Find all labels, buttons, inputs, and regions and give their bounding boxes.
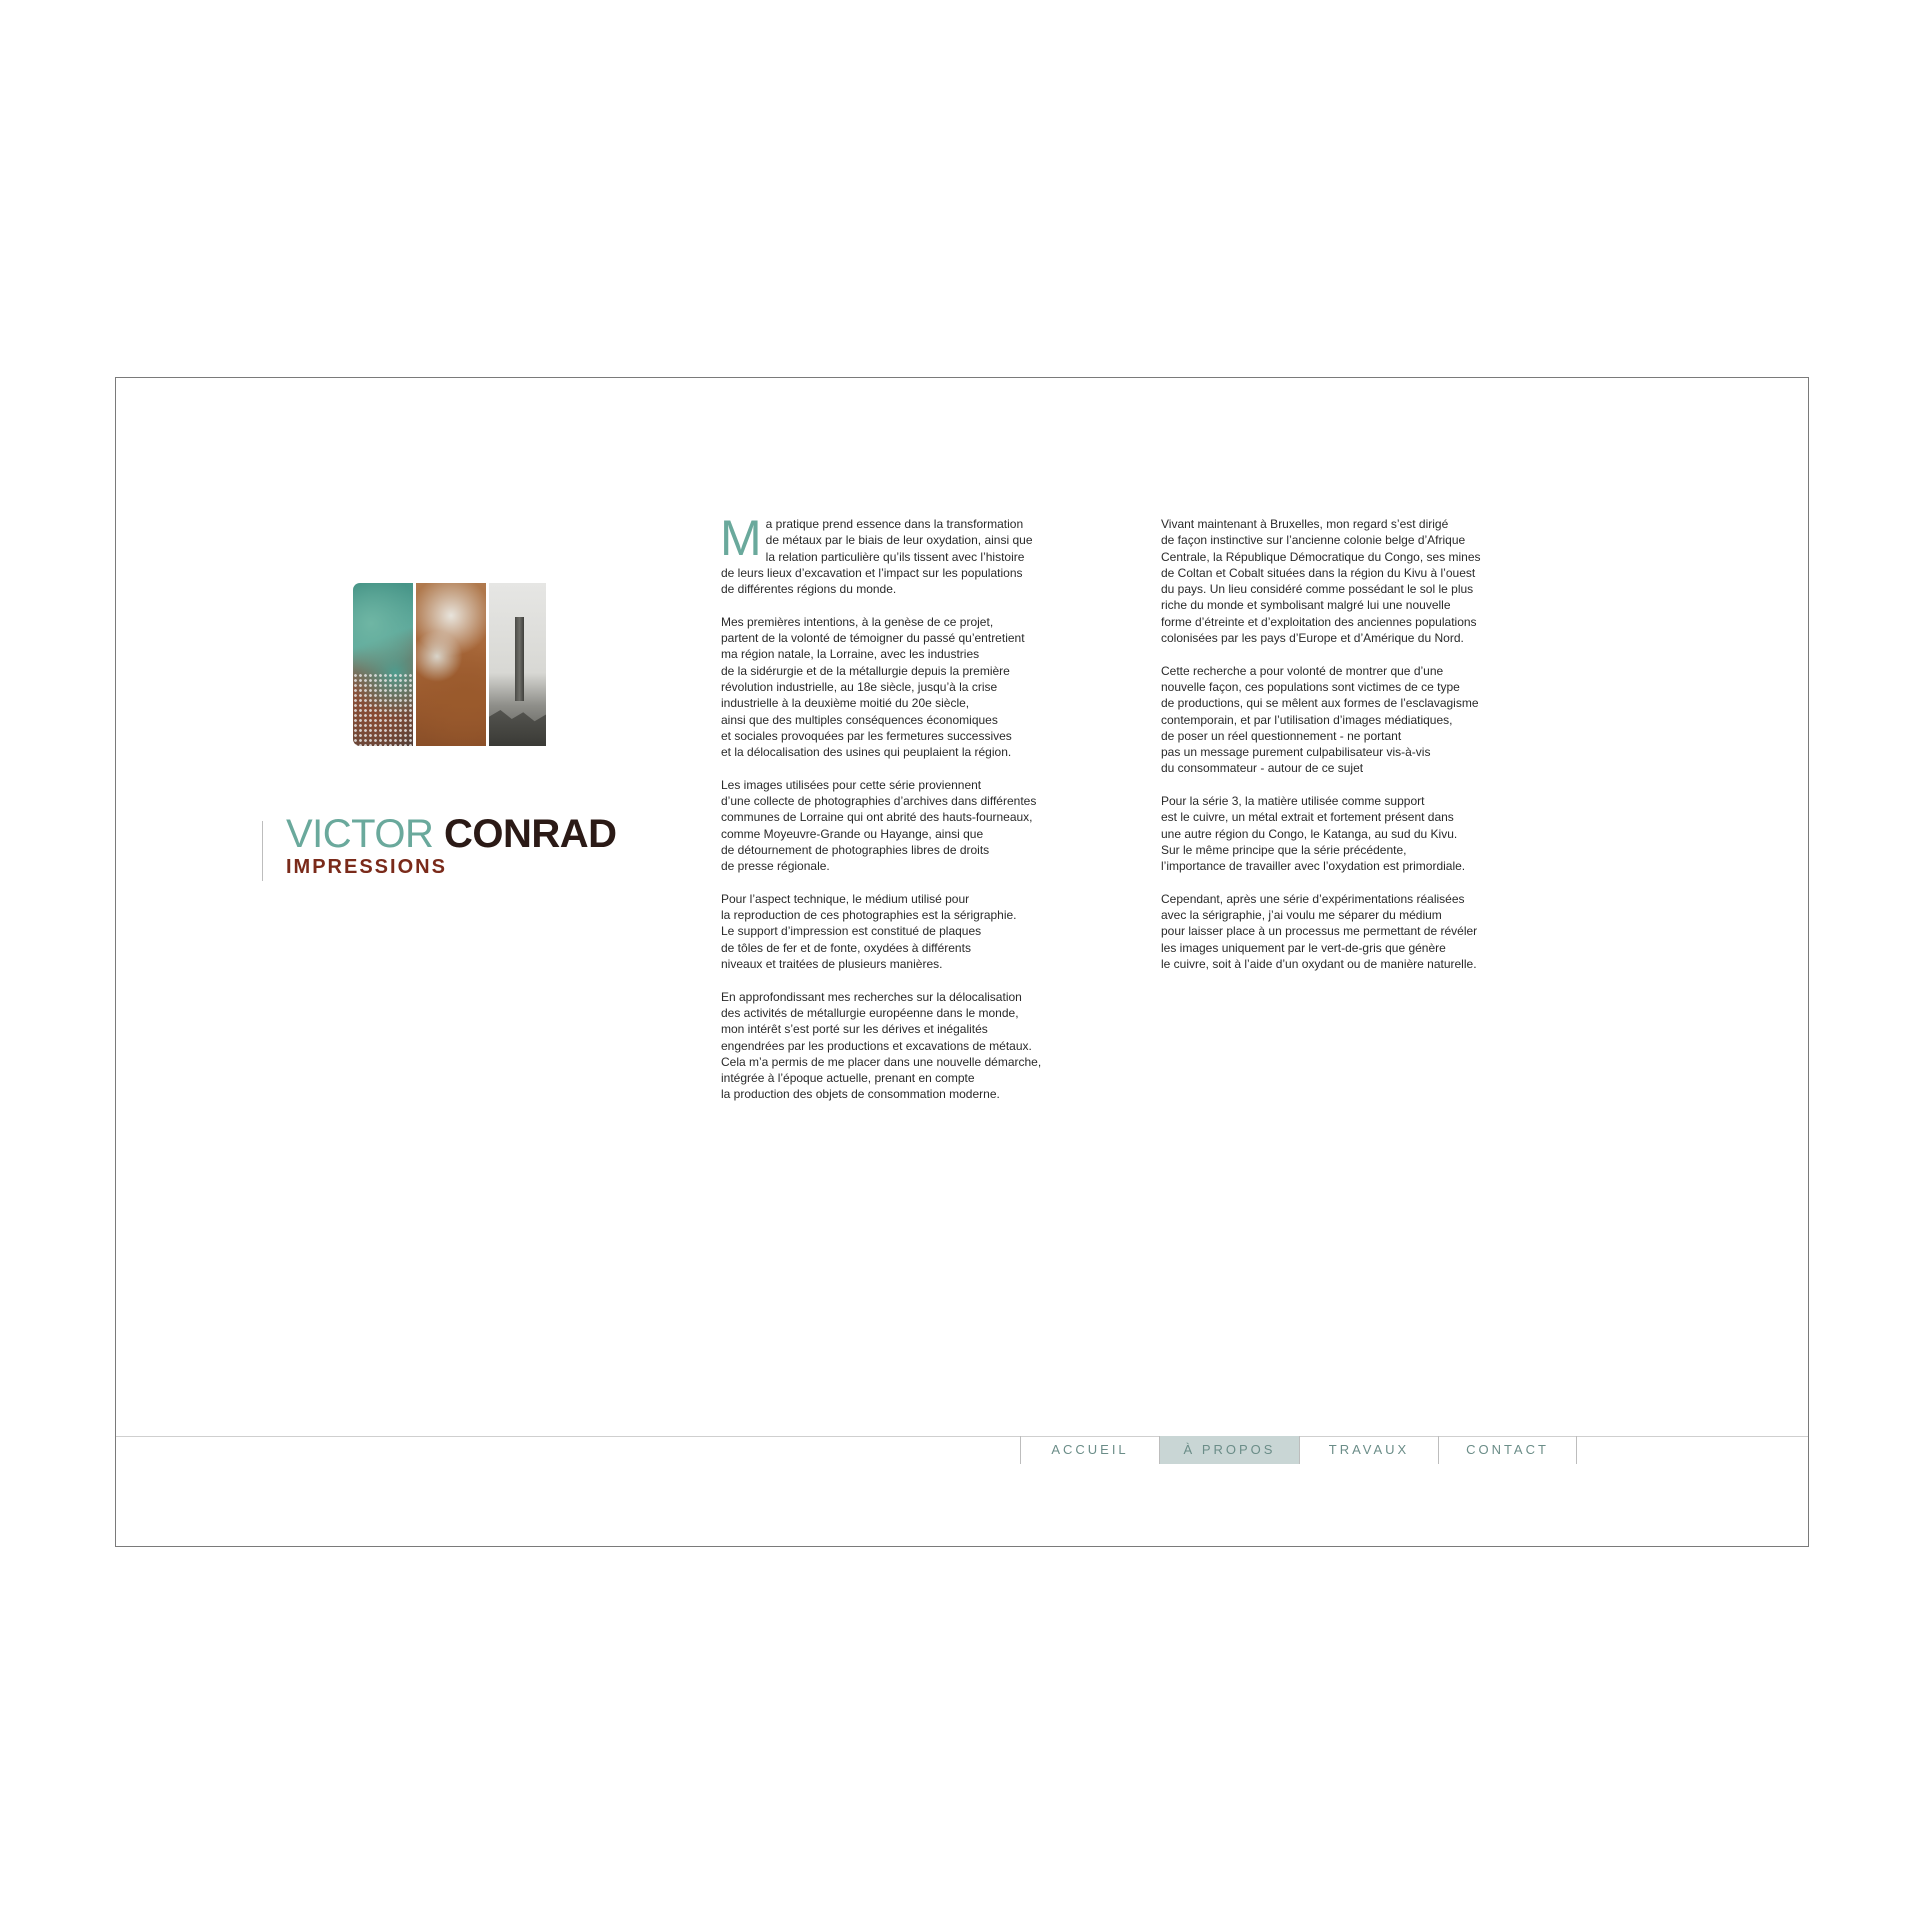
text-line: révolution industrielle, au 18e siècle, jusqu’à la crise bbox=[721, 679, 998, 694]
text-line: avec la sérigraphie, j’ai voulu me séparer du médium bbox=[1161, 908, 1442, 923]
text-line: du consommateur - autour de ce sujet bbox=[1161, 761, 1364, 776]
text-line: de productions, qui se mêlent aux formes de l’esclavagisme bbox=[1161, 696, 1479, 711]
text-line: est le cuivre, un métal extrait et fortement présent dans bbox=[1161, 810, 1454, 825]
text-line: partent de la volonté de témoigner du passé qu’entretient bbox=[721, 631, 1025, 646]
main-nav bbox=[1020, 1436, 1577, 1464]
text-line: Cependant, après une série d’expérimentations réalisées bbox=[1161, 891, 1465, 906]
text-line: engendrées par les productions et excavations de métaux. bbox=[721, 1038, 1032, 1053]
artist-name bbox=[286, 812, 617, 856]
paragraph bbox=[1161, 663, 1561, 777]
rust-plate-panel bbox=[416, 583, 486, 746]
artist-first-name: VICTOR bbox=[286, 812, 434, 856]
nav-item-a-propos[interactable]: À PROPOS bbox=[1159, 1436, 1299, 1464]
text-line: nouvelle façon, ces populations sont victimes de ce type bbox=[1161, 679, 1460, 694]
paragraph bbox=[721, 891, 1121, 972]
text-line: Les images utilisées pour cette série proviennent bbox=[721, 777, 982, 792]
text-column-right bbox=[1161, 516, 1561, 989]
text-line: de presse régionale. bbox=[721, 859, 830, 874]
text-line: colonisées par les pays d’Europe et d’Amérique du Nord. bbox=[1161, 631, 1464, 646]
paragraph bbox=[1161, 891, 1561, 972]
text-line: Pour l’aspect technique, le médium utilisé pour bbox=[721, 891, 970, 906]
text-line: riche du monde et symbolisant malgré lui une nouvelle bbox=[1161, 598, 1451, 613]
text-line: Le support d’impression est constitué de plaques bbox=[721, 924, 982, 939]
page-frame bbox=[115, 377, 1809, 1547]
text-line: forme d’étreinte et d’exploitation des anciennes populations bbox=[1161, 614, 1477, 629]
text-line: des activités de métallurgie européenne dans le monde, bbox=[721, 1005, 1019, 1020]
paragraph bbox=[721, 777, 1121, 875]
nav-item-contact[interactable]: CONTACT bbox=[1438, 1436, 1577, 1464]
paragraph bbox=[1161, 516, 1561, 646]
text-line: de Coltan et Cobalt situées dans la région du Kivu à l’ouest bbox=[1161, 565, 1476, 580]
text-line: le cuivre, soit à l’aide d’un oxydant ou de manière naturelle. bbox=[1161, 957, 1477, 972]
text-line: de poser un réel questionnement - ne portant bbox=[1161, 728, 1402, 743]
artist-last-name: CONRAD bbox=[444, 812, 617, 856]
text-line: Pour la série 3, la matière utilisée comme support bbox=[1161, 794, 1425, 809]
factory-shape bbox=[489, 701, 546, 746]
site-subtitle: IMPRESSIONS bbox=[286, 856, 447, 878]
text-line: En approfondissant mes recherches sur la délocalisation bbox=[721, 989, 1022, 1004]
nav-item-accueil[interactable]: ACCUEIL bbox=[1020, 1436, 1159, 1464]
text-line: les images uniquement par le vert-de-gris que génère bbox=[1161, 940, 1446, 955]
text-line: Mes premières intentions, à la genèse de ce projet, bbox=[721, 614, 994, 629]
text-line: la production des objets de consommation moderne. bbox=[721, 1087, 1000, 1102]
text-line: de tôles de fer et de fonte, oxydées à différents bbox=[721, 940, 971, 955]
text-line: niveaux et traitées de plusieurs manières. bbox=[721, 957, 943, 972]
drop-cap: M bbox=[720, 510, 762, 566]
text-line: Sur le même principe que la série précédente, bbox=[1161, 842, 1407, 857]
text-line: Cela m’a permis de me placer dans une nouvelle démarche, bbox=[721, 1054, 1042, 1069]
text-line: de leurs lieux d’excavation et l’impact sur les populations bbox=[721, 565, 1023, 580]
text-line: ma région natale, la Lorraine, avec les industries bbox=[721, 647, 980, 662]
paragraph-intro bbox=[720, 510, 1121, 597]
text-line: Centrale, la République Démocratique du Congo, ses mines bbox=[1161, 549, 1481, 564]
text-line: d’une collecte de photographies d’archives dans différentes bbox=[721, 794, 1037, 809]
paragraph bbox=[721, 989, 1121, 1103]
oxidized-plate-panel bbox=[353, 583, 413, 746]
text-line: et sociales provoquées par les fermetures successives bbox=[721, 728, 1012, 743]
chimney-shape bbox=[515, 617, 524, 701]
text-line: comme Moyeuvre-Grande ou Hayange, ainsi que bbox=[721, 826, 984, 841]
title-divider bbox=[262, 821, 263, 881]
text-column-left bbox=[720, 510, 1121, 1119]
text-line: Vivant maintenant à Bruxelles, mon regard s’est dirigé bbox=[1161, 517, 1449, 531]
artwork-triptych-image bbox=[353, 583, 549, 746]
text-line: communes de Lorraine qui ont abrité des hauts-fourneaux, bbox=[721, 810, 1033, 825]
text-line: du pays. Un lieu considéré comme possédant le sol le plus bbox=[1161, 582, 1474, 597]
nav-item-travaux[interactable]: TRAVAUX bbox=[1299, 1436, 1438, 1464]
text-line: de métaux par le biais de leur oxydation, ainsi que bbox=[765, 533, 1033, 548]
text-line: pas un message purement culpabilisateur vis-à-vis bbox=[1161, 745, 1431, 760]
text-line: pour laisser place à un processus me permettant de révéler bbox=[1161, 924, 1478, 939]
text-line: de façon instinctive sur l’ancienne colonie belge d’Afrique bbox=[1161, 533, 1466, 548]
text-line: l’importance de travailler avec l’oxydation est primordiale. bbox=[1161, 859, 1466, 874]
factory-chimney-panel bbox=[489, 583, 546, 746]
text-line: ainsi que des multiples conséquences économiques bbox=[721, 712, 998, 727]
text-line: de la sidérurgie et de la métallurgie depuis la première bbox=[721, 663, 1010, 678]
text-line: industrielle à la deuxième moitié du 20e siècle, bbox=[721, 696, 970, 711]
text-line: une autre région du Congo, le Katanga, au sud du Kivu. bbox=[1161, 826, 1458, 841]
text-line: a pratique prend essence dans la transformation bbox=[765, 517, 1024, 531]
text-line: contemporain, et par l’utilisation d’images médiatiques, bbox=[1161, 712, 1453, 727]
text-line: de détournement de photographies libres de droits bbox=[721, 842, 990, 857]
paragraph bbox=[721, 614, 1121, 761]
text-line: la relation particulière qu’ils tissent avec l’histoire bbox=[765, 549, 1025, 564]
paragraph bbox=[1161, 793, 1561, 874]
text-line: la reproduction de ces photographies est la sérigraphie. bbox=[721, 908, 1017, 923]
text-line: de différentes régions du monde. bbox=[721, 582, 897, 597]
text-line: intégrée à l’époque actuelle, prenant en compte bbox=[721, 1071, 975, 1086]
text-line: Cette recherche a pour volonté de montrer que d’une bbox=[1161, 663, 1444, 678]
text-line: et la délocalisation des usines qui peuplaient la région. bbox=[721, 745, 1012, 760]
text-line: mon intérêt s’est porté sur les dérives et inégalités bbox=[721, 1022, 988, 1037]
